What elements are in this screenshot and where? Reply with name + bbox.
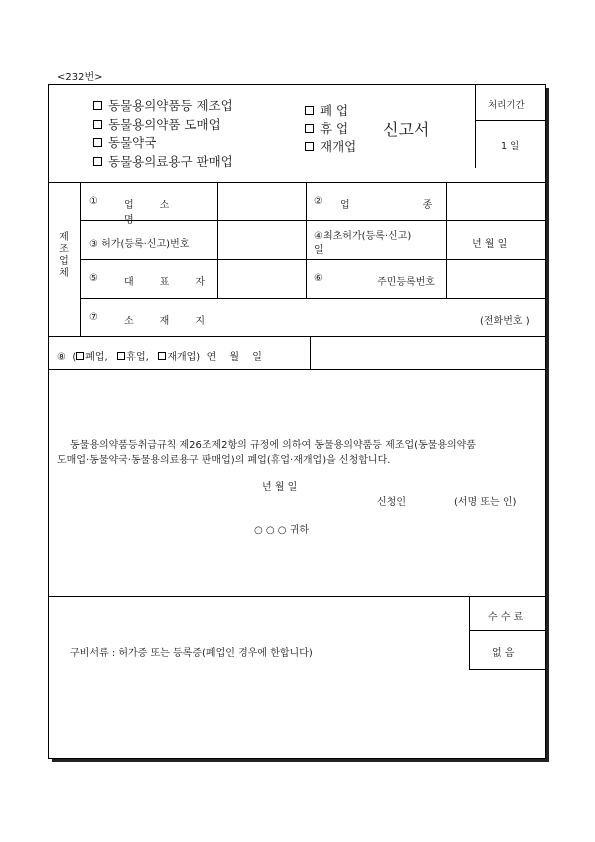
- industry-input[interactable]: [447, 183, 545, 220]
- field-7-number: ⑦: [89, 312, 98, 323]
- checkbox-icon: [305, 106, 314, 115]
- frame-shadow-bottom: [52, 759, 549, 762]
- document-title: 신고서: [383, 120, 430, 139]
- business-type-2[interactable]: 동물용의약품 도매업: [93, 115, 221, 133]
- license-number-input[interactable]: [218, 221, 305, 258]
- section-label-applicant: 제조업체: [59, 232, 69, 279]
- address-phone-label: (전화번호 ): [480, 316, 530, 327]
- checkbox-icon: [93, 138, 102, 147]
- checkbox-icon: [93, 120, 102, 129]
- business-type-4[interactable]: 동물용의료용구 판매업: [93, 152, 233, 160]
- action-suspension[interactable]: 휴 업: [305, 119, 348, 137]
- recipient: ○ ○ ○ 귀하: [254, 525, 310, 536]
- field-address-label: 소재지: [124, 316, 231, 327]
- business-name-input[interactable]: [218, 183, 305, 220]
- frame-shadow-right: [546, 88, 549, 762]
- representative-input[interactable]: [218, 260, 305, 297]
- business-type-3[interactable]: 동물약국: [93, 133, 156, 151]
- checkbox-icon: [93, 101, 102, 110]
- form-number: <232번>: [57, 72, 103, 83]
- checkbox-icon[interactable]: [158, 352, 166, 360]
- declaration-line-1: 동물용의약품등취급규칙 제26조제2항의 규정에 의하여 동물용의약품등 제조업(동물용의약품: [70, 440, 476, 451]
- signature-label: (서명 또는 인): [454, 497, 517, 508]
- field-first-license-date-label-2: 일: [314, 245, 324, 256]
- action-reopening[interactable]: 재개업: [305, 137, 356, 155]
- field-business-name-label: 업소명: [124, 200, 196, 226]
- field-5-number: ⑤: [89, 273, 98, 284]
- field-6-number: ⑥: [314, 273, 323, 284]
- field-first-license-date-label-1: ④최초허가(등록·신고): [314, 231, 412, 242]
- field-2-number: ②: [314, 196, 323, 207]
- declaration-line-2: 도매업·동물약국·동물용의료용구 판매업)의 폐업(휴업·재개업)을 신청합니다.: [57, 455, 391, 466]
- checkbox-icon[interactable]: [117, 352, 125, 360]
- field-1-number: ①: [89, 196, 98, 207]
- field-resident-number-label: 주민등록번호: [377, 277, 435, 288]
- date-row-label: ⑧ ( 폐업, 휴업, 재개업) 연 월 일: [57, 352, 267, 363]
- checkbox-icon: [305, 142, 314, 151]
- address-input[interactable]: [218, 299, 544, 335]
- checkbox-icon[interactable]: [76, 352, 84, 360]
- fee-value: 없 음: [492, 648, 515, 659]
- checkbox-icon: [93, 157, 102, 166]
- resident-number-input[interactable]: [447, 260, 545, 297]
- field-representative-label: 대표자: [124, 277, 231, 288]
- field-industry-label: 업종: [340, 200, 506, 211]
- fee-label: 수 수 료: [488, 612, 524, 623]
- checkbox-icon: [305, 124, 314, 133]
- date-input[interactable]: [311, 337, 545, 368]
- action-closure[interactable]: 폐 업: [305, 101, 348, 119]
- processing-period-label: 처리기간: [488, 100, 525, 111]
- field-license-number-label: ③ 허가(등록·신고)번호: [89, 239, 190, 250]
- processing-period-value: 1 일: [501, 141, 520, 152]
- first-license-date-value: 년 월 일: [472, 239, 508, 250]
- business-type-1[interactable]: 동물용의약품등 제조업: [93, 96, 233, 114]
- application-date: 년 월 일: [262, 482, 298, 493]
- applicant-label: 신청인: [377, 497, 406, 508]
- required-documents: 구비서류 : 허가증 또는 등록증(폐업인 경우에 한합니다): [70, 648, 313, 659]
